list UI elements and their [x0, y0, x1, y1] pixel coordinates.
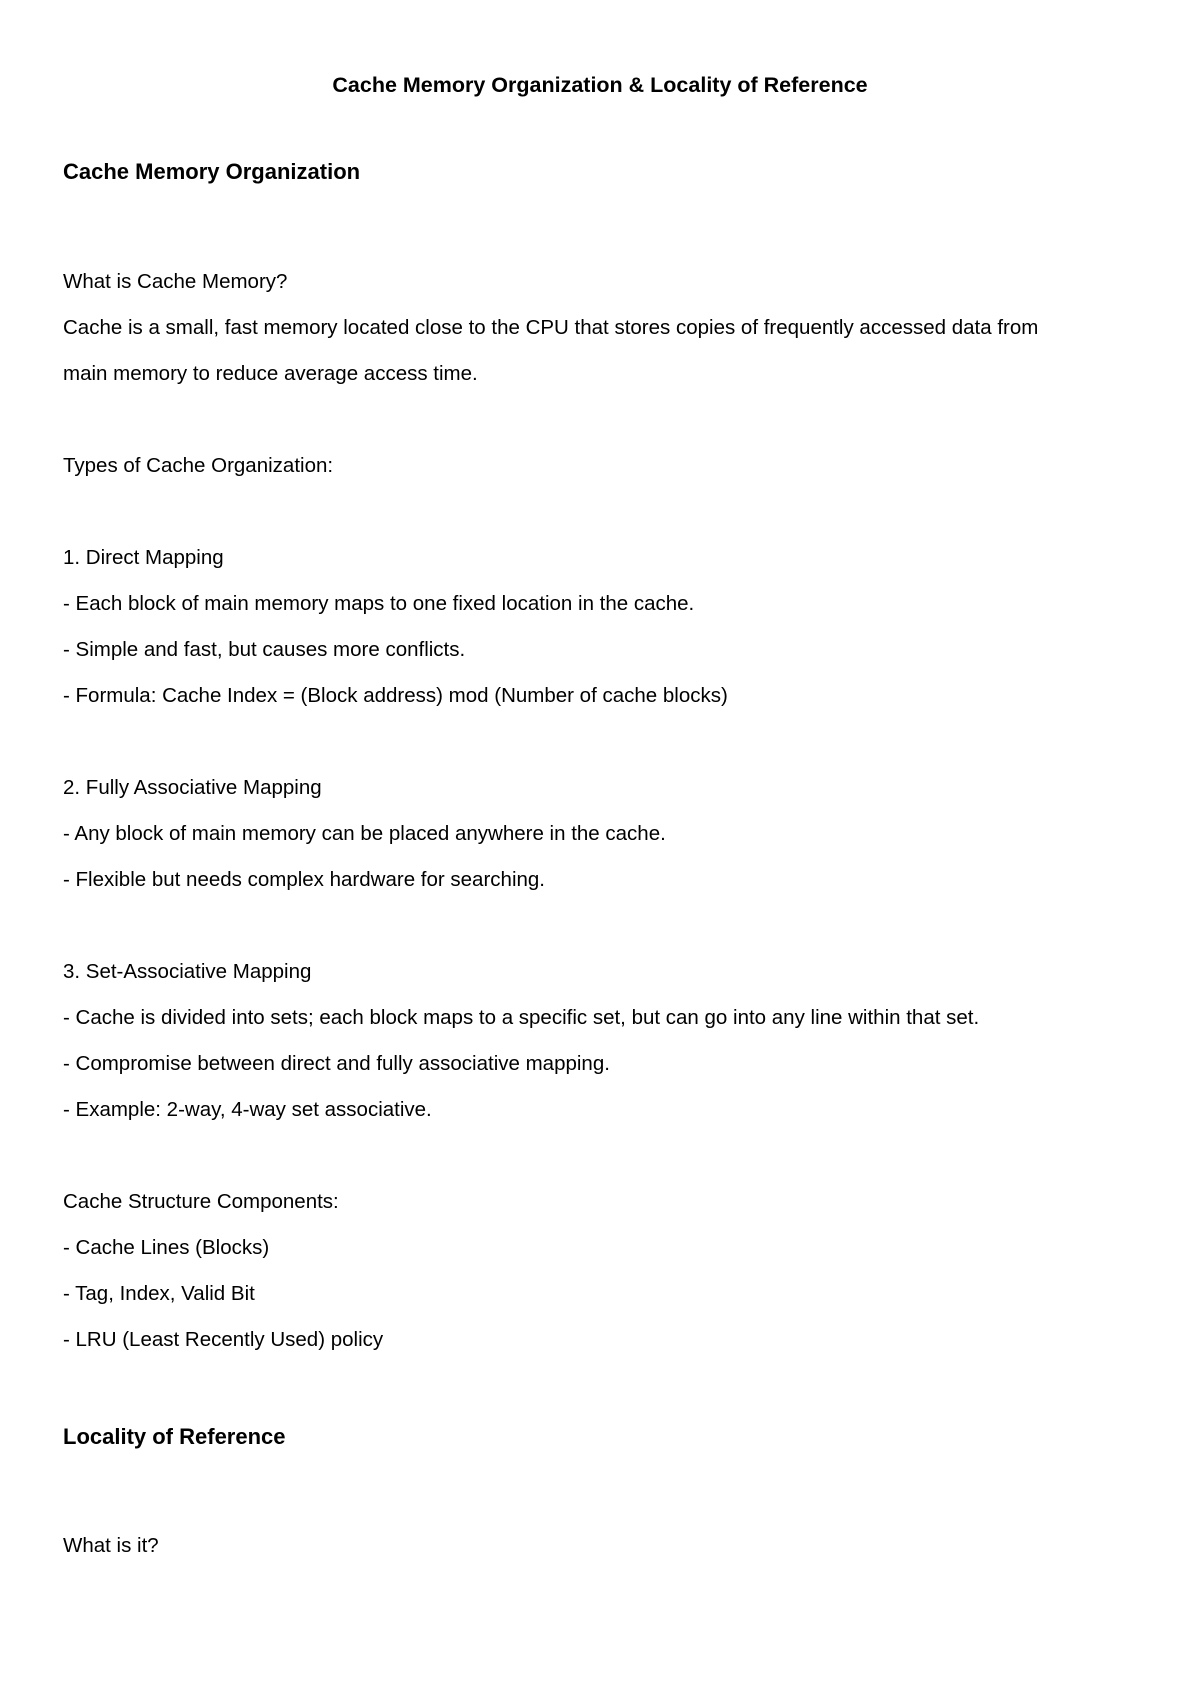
types-label: Types of Cache Organization:	[63, 454, 334, 477]
components-bullet: - Cache Lines (Blocks)	[63, 1236, 270, 1259]
components-bullet: - Tag, Index, Valid Bit	[63, 1282, 255, 1305]
what-is-cache-label: What is Cache Memory?	[63, 270, 288, 293]
cache-definition-line-2: main memory to reduce average access time.	[63, 362, 478, 385]
direct-mapping-heading: 1. Direct Mapping	[63, 546, 224, 569]
section-heading-locality: Locality of Reference	[63, 1424, 286, 1449]
section-heading-cache-organization: Cache Memory Organization	[63, 159, 361, 184]
fully-associative-bullet: - Flexible but needs complex hardware for searching.	[63, 868, 545, 891]
fully-associative-heading: 2. Fully Associative Mapping	[63, 776, 322, 799]
direct-mapping-bullet: - Each block of main memory maps to one fixed location in the cache.	[63, 592, 695, 615]
set-associative-heading: 3. Set-Associative Mapping	[63, 960, 312, 983]
direct-mapping-bullet: - Simple and fast, but causes more conflicts.	[63, 638, 466, 661]
document-title: Cache Memory Organization & Locality of Reference	[332, 73, 868, 97]
what-is-it-label: What is it?	[63, 1534, 159, 1557]
fully-associative-bullet: - Any block of main memory can be placed anywhere in the cache.	[63, 822, 666, 845]
set-associative-bullet: - Compromise between direct and fully associative mapping.	[63, 1052, 610, 1075]
direct-mapping-bullet: - Formula: Cache Index = (Block address) mod (Number of cache blocks)	[63, 684, 728, 707]
set-associative-bullet: - Example: 2-way, 4-way set associative.	[63, 1098, 432, 1121]
cache-definition-line-1: Cache is a small, fast memory located close to the CPU that stores copies of frequently accessed data from	[63, 316, 1039, 339]
set-associative-bullet: - Cache is divided into sets; each block maps to a specific set, but can go into any line within that set.	[63, 1006, 980, 1029]
components-heading: Cache Structure Components:	[63, 1190, 339, 1213]
components-bullet: - LRU (Least Recently Used) policy	[63, 1328, 384, 1351]
